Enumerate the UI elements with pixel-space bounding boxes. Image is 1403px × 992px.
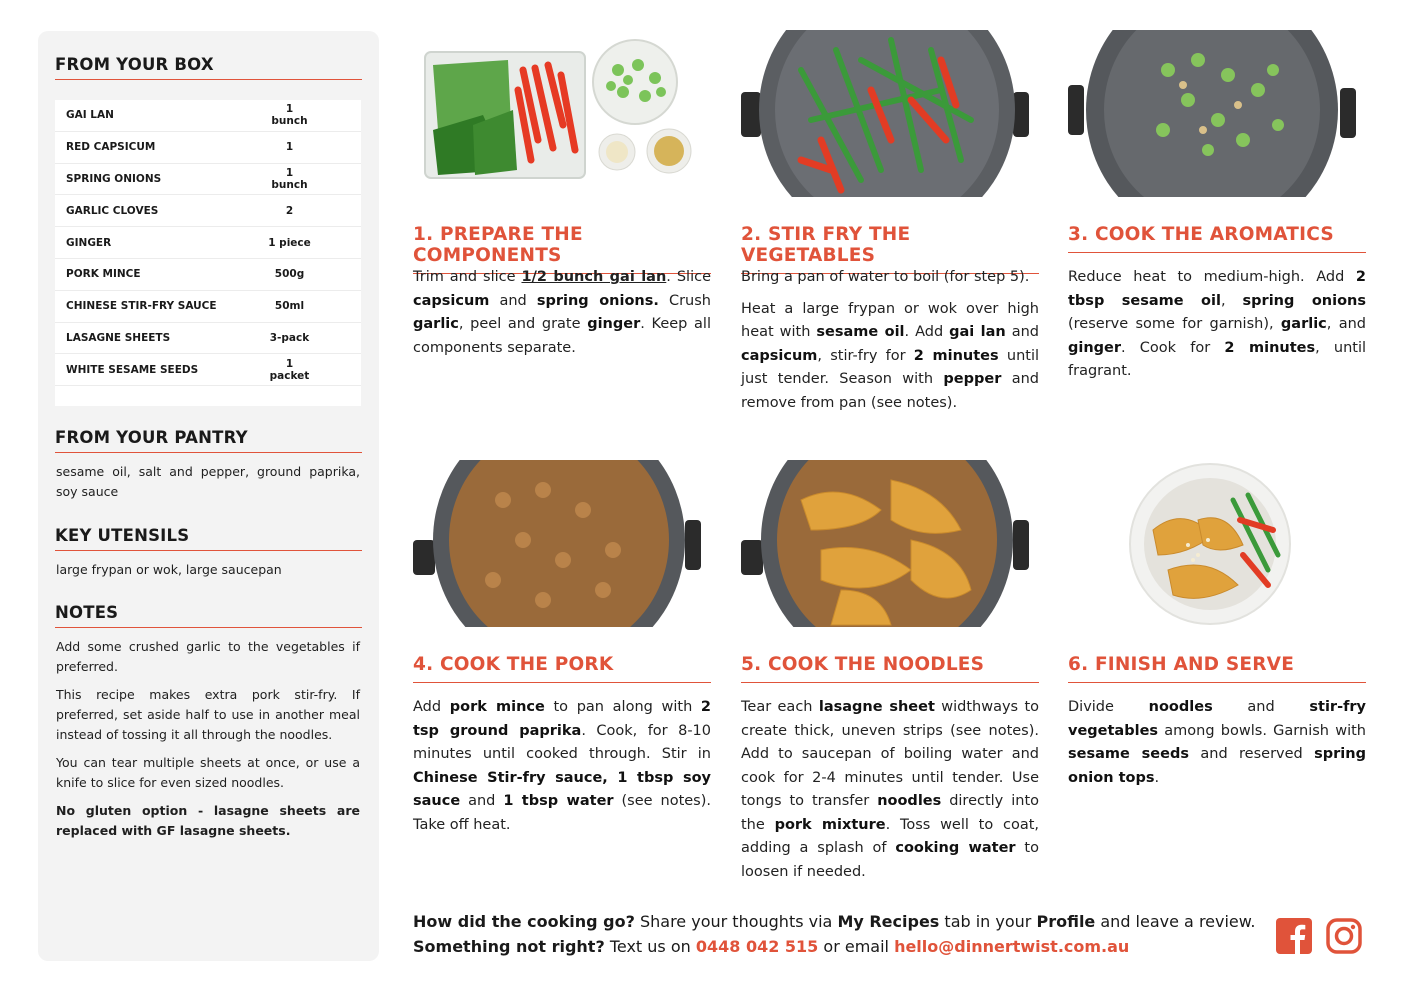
ingredient-row [55,164,361,196]
text: Text us on [604,937,696,956]
step-paragraph [1068,266,1366,384]
ingredient-name: GAI LAN [66,109,114,122]
text: and [1212,699,1310,715]
text: or email [818,937,895,956]
bold-text: spring onions [1242,292,1366,309]
ingredient-row [55,132,361,164]
bold-text: spring onion tops [1068,746,1366,786]
bold-text: Profile [1036,912,1096,931]
ingredient-qty: 50ml [274,300,305,313]
step-paragraph [413,696,711,837]
text: Share your thoughts via [634,912,838,931]
bold-text: sesame oil [816,324,905,340]
bold-text: spring onions. [536,292,659,309]
footer [413,909,1263,959]
utensils-text: large frypan or wok, large saucepan [56,562,282,577]
text: . Add [904,324,950,340]
step-1-title: 1. PREPARE THE COMPONENTS [413,224,711,274]
bold-text: capsicum [741,347,818,364]
text: . Cook, for 8-10 minutes until cooked through. Stir in [413,722,711,762]
step-4-body [413,696,711,845]
ingredient-qty: 2 [285,204,294,217]
text: Heat a large frypan or wok over high heat with [741,300,1039,340]
step-4-image [413,460,711,627]
ingredient-row [55,100,361,132]
text: Tear each [741,699,819,715]
bold-text: garlic [413,316,459,332]
bold-text: ginger [1068,339,1122,356]
text: and [460,793,504,809]
bold-text: 2 minutes [913,347,999,364]
bold-text: 2 tbsp sesame oil [1068,269,1366,309]
text: and leave a review. [1095,912,1256,931]
step-paragraph [741,266,1039,290]
bold-text: pepper [943,371,1002,387]
from-your-box-heading: FROM YOUR BOX [55,55,362,80]
text: (reserve some for garnish), [1068,316,1281,332]
text: , until fragrant. [1068,339,1367,379]
step-6-title: 6. FINISH AND SERVE [1068,654,1366,683]
notes-list [56,637,360,849]
text: and [489,292,537,309]
utensils-heading: KEY UTENSILS [55,526,362,551]
bold-text: gai lan [949,324,1006,340]
step-6-image [1068,460,1366,627]
bold-text: stir-fry vegetables [1068,699,1367,739]
bold-text: cooking water [895,840,1016,856]
text: until just tender. Season with [741,347,1039,387]
text: Crush [658,292,711,309]
text: , and [1326,316,1367,332]
text: tab in your [939,912,1037,931]
text: Reduce heat to medium-high. Add [1068,269,1356,285]
note-item: You can tear multiple sheets at once, or use a knife to slice for even sized noodles. [56,755,360,790]
text: widthways to create thick, uneven strips (see notes). Add to saucepan of boiling water and cook for 2-4 minutes until tender. Use tongs to transfer [741,699,1040,809]
ingredient-name: CHINESE STIR-FRY SAUCE [66,300,217,313]
step-paragraph [741,298,1039,416]
bold-text: My Recipes [837,912,940,931]
facebook-icon[interactable] [1276,918,1312,954]
note-item: No gluten option - lasagne sheets are replaced with GF lasagne sheets. [56,803,360,838]
ingredient-row [55,323,361,355]
step-1-body [413,266,711,368]
text: . [1154,769,1160,786]
text: Bring a pan of water to boil (for step 5). [741,269,1030,285]
text: . Toss well to coat, adding a splash of [741,816,1040,856]
text: and remove from pan (see notes). [741,371,1040,411]
text: , stir-fry for [817,347,914,364]
ingredient-name: GINGER [66,236,112,249]
text: Trim and slice [413,269,522,285]
step-paragraph [741,696,1039,884]
text: Divide [1068,699,1149,715]
footer-review-line [413,909,1263,934]
ingredient-qty: 3-pack [269,331,310,344]
step-6-body [1068,696,1366,798]
bold-text: lasagne sheet [818,699,935,715]
bold-text: pork mince [449,699,545,715]
ingredient-name: PORK MINCE [66,268,141,281]
step-paragraph [413,266,711,360]
bold-text: capsicum [413,292,490,309]
step-2-body [741,266,1039,423]
step-paragraph [1068,696,1366,790]
ingredient-qty: 1 bunch [271,166,308,191]
contact-link[interactable]: 0448 042 515 [695,937,819,956]
bold-text: 1 tbsp water [503,793,614,809]
text: (see notes). Take off heat. [413,793,712,833]
contact-link[interactable]: hello@dinnertwist.com.au [894,937,1130,956]
instagram-icon[interactable] [1326,918,1362,954]
ingredient-qty: 1 [285,141,294,154]
step-5-title: 5. COOK THE NOODLES [741,654,1039,683]
ingredient-qty: 500g [274,268,305,281]
text: . Keep all components separate. [413,316,711,356]
notes-heading: NOTES [55,603,362,628]
step-1-image [413,30,711,197]
text: among bowls. Garnish with [1158,722,1366,739]
ingredient-name: GARLIC CLOVES [66,204,159,217]
bold-text: Chinese Stir-fry sauce, 1 tbsp soy sauce [413,769,711,809]
ingredient-qty: 1 piece [268,236,311,249]
text: Add [413,699,450,715]
ingredients-table [55,100,361,406]
text: , peel and grate [458,316,588,332]
text: to pan along with [544,699,701,715]
bold-text: pork mixture [774,816,886,833]
note-item: This recipe makes extra pork stir-fry. If preferred, set aside half to use in another meal instead of tossing it all through the noodles. [56,687,360,742]
underlined-text: 1/2 bunch gai lan [521,269,667,285]
step-2-image [741,30,1039,197]
pantry-text: sesame oil, salt and pepper, ground paprika, soy sauce [56,464,360,499]
bold-text: Something not right? [413,937,605,956]
text: , [1220,292,1243,309]
bold-text: sesame seeds [1068,746,1189,762]
bold-text: 2 tsp ground paprika [413,699,712,739]
ingredient-qty: 1 bunch [271,103,308,128]
step-3-image [1068,30,1366,197]
step-3-title: 3. COOK THE AROMATICS [1068,224,1366,253]
pantry-heading: FROM YOUR PANTRY [55,428,362,453]
text: . Slice [666,269,712,285]
bold-text: How did the cooking go? [413,912,635,931]
sidebar [38,31,379,961]
text: and [1005,324,1040,340]
note-item: Add some crushed garlic to the vegetables if preferred. [56,639,360,674]
ingredient-name: LASAGNE SHEETS [66,331,171,344]
bold-text: garlic [1280,316,1327,332]
ingredient-row [55,259,361,291]
text: and reserved [1188,746,1315,762]
ingredient-qty: 1 packet [269,357,310,382]
text: . Cook for [1121,339,1225,356]
text: to loosen if needed. [741,840,1039,880]
step-5-image [741,460,1039,627]
bold-text: noodles [1148,699,1213,715]
ingredient-name: SPRING ONIONS [66,172,162,185]
text: directly into the [741,793,1039,833]
ingredient-row [55,354,361,386]
ingredient-row [55,227,361,259]
ingredient-name: RED CAPSICUM [66,141,156,154]
step-3-body [1068,266,1366,392]
ingredient-name: WHITE SESAME SEEDS [66,363,199,376]
bold-text: 2 minutes [1224,339,1316,356]
footer-contact-line [413,934,1263,959]
ingredient-row [55,195,361,227]
bold-text: noodles [877,793,942,809]
step-2-title: 2. STIR FRY THE VEGETABLES [741,224,1039,274]
ingredient-row [55,291,361,323]
step-4-title: 4. COOK THE PORK [413,654,711,683]
step-5-body [741,696,1039,892]
bold-text: ginger [587,316,641,332]
